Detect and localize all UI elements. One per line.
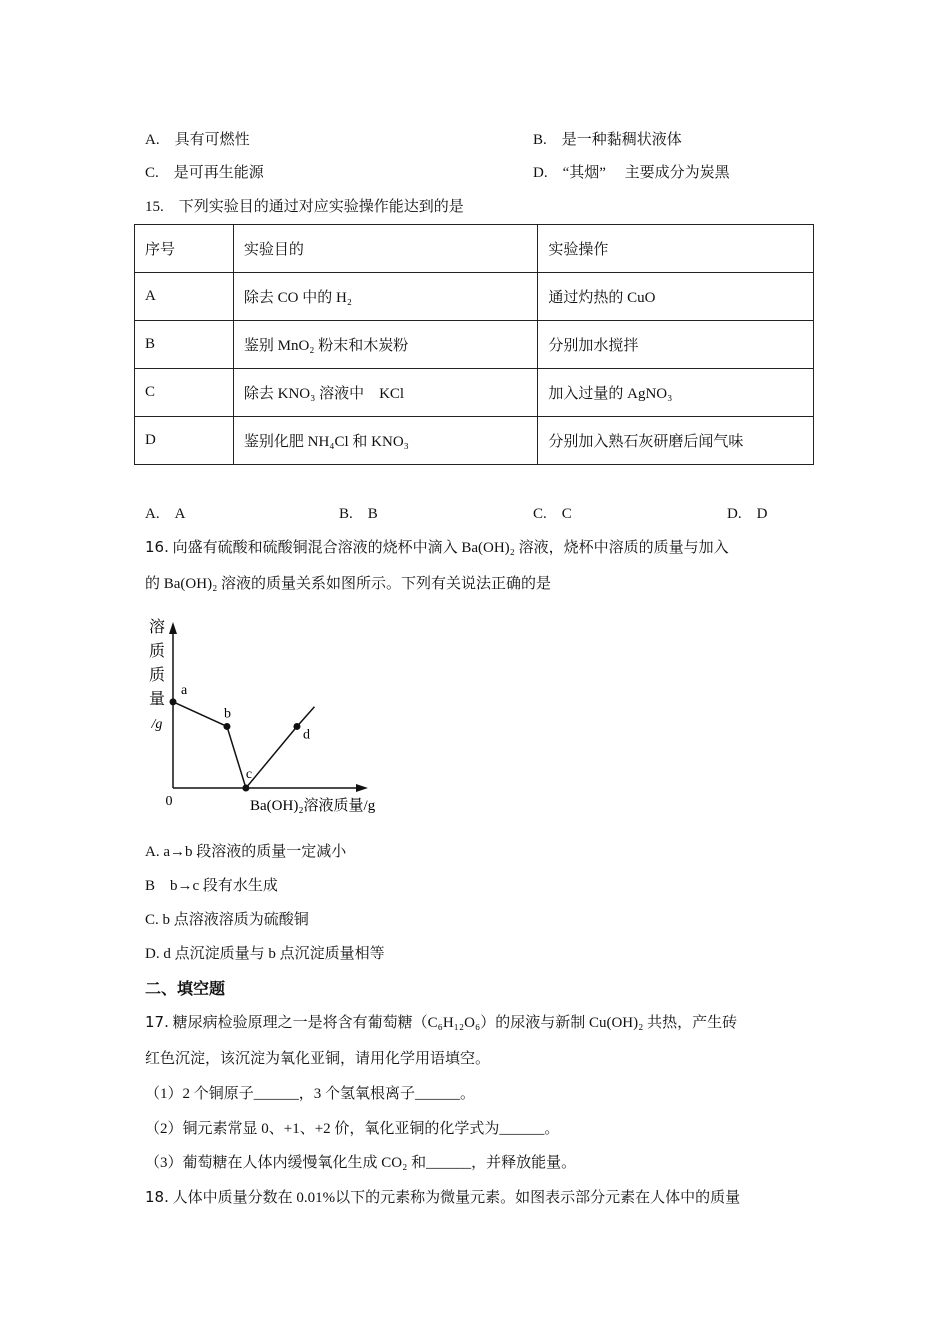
y-axis-arrow: [169, 622, 177, 634]
q15-option-c: C. C: [533, 506, 572, 522]
q14-option-a: A. 具有可燃性: [145, 132, 250, 148]
x-axis-label: Ba(OH)₂溶液质量/g: [250, 798, 376, 814]
table-header-row: [135, 225, 814, 273]
table-header-cell: 序号: [135, 225, 234, 273]
origin-label: 0: [165, 794, 173, 809]
y-axis-label-char: 溶: [148, 619, 166, 636]
q16-text-line1: 向盛有硫酸和硫酸铜混合溶液的烧杯中滴入 Ba(OH)₂ 溶液，烧杯中溶质的质量与加入: [172, 540, 729, 556]
table-cell-operation: 加入过量的 AgNO₃: [538, 369, 814, 417]
q16-option-d: D. d 点沉淀质量与 b 点沉淀质量相等: [145, 946, 385, 962]
q16-option-b: B b→c 段有水生成: [145, 878, 278, 894]
q18-text-line1: 人体中质量分数在 0.01%以下的元素称为微量元素。如图表示部分元素在人体中的质量: [172, 1190, 741, 1206]
table-row: [135, 369, 814, 417]
table-row: [135, 417, 814, 465]
data-point-c: [242, 785, 249, 792]
table-cell-purpose: 鉴别 MnO₂ 粉末和木炭粉: [233, 321, 538, 369]
experiment-table: [134, 224, 814, 465]
table-cell-operation: 分别加水搅拌: [538, 321, 814, 369]
table-cell-id: A: [135, 273, 234, 321]
table-row: [135, 321, 814, 369]
table-cell-id: B: [135, 321, 234, 369]
table-cell-operation: 通过灼热的 CuO: [538, 273, 814, 321]
data-point-label-d: d: [302, 727, 310, 743]
y-axis-label-char: /g: [151, 717, 163, 732]
table-header-cell: 实验操作: [538, 225, 814, 273]
data-point-label-a: a: [181, 682, 188, 698]
table-row: [135, 273, 814, 321]
q18-line1: [145, 1186, 740, 1207]
y-axis-label-char: 质: [148, 643, 166, 660]
q17-text-line1: 糖尿病检验原理之一是将含有葡萄糖（C₆H₁₂O₆）的尿液与新制 Cu(OH)₂ 共热，产生砖: [172, 1015, 738, 1031]
q17-sub1: （1）2 个铜原子______，3 个氢氧根离子______。: [145, 1086, 476, 1102]
data-point-d: [293, 723, 300, 730]
data-point-label-b: b: [223, 706, 231, 722]
y-axis-label-char: 量: [148, 691, 166, 708]
solute-mass-chart: [140, 612, 400, 820]
table-cell-purpose: 鉴别化肥 NH₄Cl 和 KNO₃: [233, 417, 538, 465]
q17-number: 17.: [145, 1013, 169, 1031]
q17-line2: 红色沉淀，该沉淀为氧化亚铜，请用化学用语填空。: [145, 1051, 491, 1067]
q16-option-a: A. a→b 段溶液的质量一定减小: [145, 844, 347, 860]
y-axis-label: [149, 618, 165, 732]
table-cell-id: D: [135, 417, 234, 465]
q17-sub2: （2）铜元素常显 0、+1、+2 价，氧化亚铜的化学式为______。: [145, 1121, 560, 1137]
series-line: [173, 702, 314, 788]
q15-option-b: B. B: [339, 506, 378, 522]
data-series: [170, 683, 315, 792]
q14-option-d: D. “其烟” 主要成分为炭黑: [533, 165, 730, 181]
q18-number: 18.: [145, 1188, 169, 1206]
q17-line1: [145, 1011, 737, 1032]
table-cell-id: C: [135, 369, 234, 417]
table-cell-purpose: 除去 CO 中的 H₂: [233, 273, 538, 321]
q15-stem: 15. 下列实验目的通过对应实验操作能达到的是: [145, 199, 464, 215]
q16-line1: [145, 536, 729, 557]
data-point-label-c: c: [245, 767, 253, 782]
table-cell-operation: 分别加入熟石灰研磨后闻气味: [538, 417, 814, 465]
q15-option-a: A. A: [145, 506, 186, 522]
data-point-a: [170, 698, 177, 705]
q14-option-c: C. 是可再生能源: [145, 165, 264, 181]
q17-sub3: （3）葡萄糖在人体内缓慢氧化生成 CO₂ 和______，并释放能量。: [145, 1155, 577, 1171]
q16-line2: 的 Ba(OH)₂ 溶液的质量关系如图所示。下列有关说法正确的是: [145, 576, 552, 592]
q16-number: 16.: [145, 538, 169, 556]
table-cell-purpose: 除去 KNO₃ 溶液中 KCl: [233, 369, 538, 417]
section-heading: 二、填空题: [145, 979, 226, 998]
q15-option-d: D. D: [727, 506, 768, 522]
y-axis-label-char: 质: [148, 667, 166, 684]
q14-option-b: B. 是一种黏稠状液体: [533, 132, 682, 148]
q16-option-c: C. b 点溶液溶质为硫酸铜: [145, 912, 309, 928]
x-axis-arrow: [356, 784, 368, 792]
table-header-cell: 实验目的: [233, 225, 538, 273]
data-point-b: [223, 723, 230, 730]
